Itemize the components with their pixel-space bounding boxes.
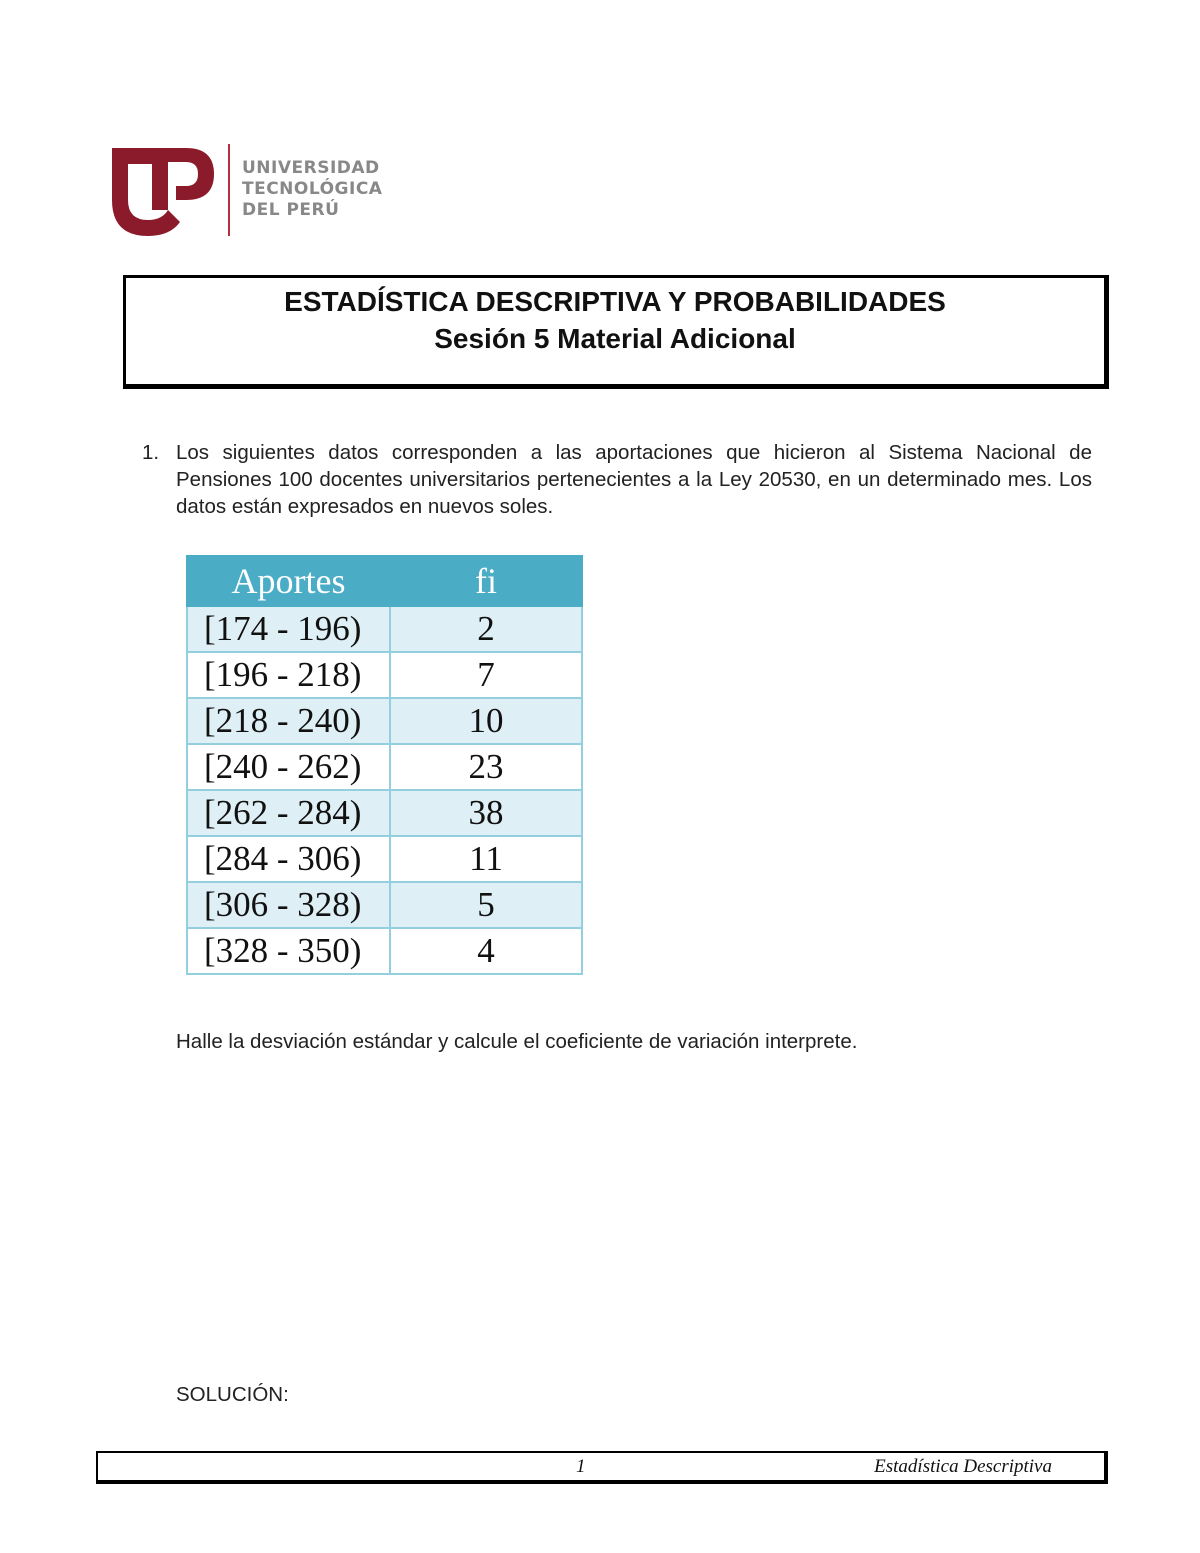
table-row [187, 652, 582, 698]
utp-logo-mark-icon [108, 142, 218, 240]
question-text: Halle la desviación estándar y calcule el coeficiente de variación interprete. [176, 1030, 858, 1053]
problem-statement [142, 439, 1092, 520]
table-header-row [187, 556, 582, 606]
interval-cell: [240 - 262) [187, 744, 390, 790]
interval-cell: [218 - 240) [187, 698, 390, 744]
problem-text: Los siguientes datos corresponden a las aportaciones que hicieron al Sistema Nacional de Pensiones 100 docentes universitarios pertenecientes a la Ley 20530, en un determinado mes. Los datos están expresados en nuevos soles. [176, 441, 1092, 518]
problem-number: 1. [142, 441, 160, 464]
interval-cell: [196 - 218) [187, 652, 390, 698]
frequency-cell: 10 [390, 698, 582, 744]
table-row [187, 882, 582, 928]
interval-cell: [306 - 328) [187, 882, 390, 928]
table-row [187, 836, 582, 882]
frequency-cell: 5 [390, 882, 582, 928]
table-row [187, 744, 582, 790]
frequency-cell: 7 [390, 652, 582, 698]
interval-cell: [284 - 306) [187, 836, 390, 882]
interval-cell: [328 - 350) [187, 928, 390, 974]
logo-line-1: UNIVERSIDAD [242, 158, 380, 178]
table-row [187, 790, 582, 836]
logo-divider [228, 144, 230, 236]
frequency-cell: 23 [390, 744, 582, 790]
page-number: 1 [576, 1456, 586, 1477]
table-row [187, 928, 582, 974]
frequency-cell: 4 [390, 928, 582, 974]
logo-wordmark [242, 158, 382, 221]
utp-logo [108, 142, 398, 240]
footer-course-name: Estadística Descriptiva [874, 1456, 1052, 1477]
frequency-cell: 38 [390, 790, 582, 836]
frequency-cell: 2 [390, 606, 582, 652]
interval-cell: [174 - 196) [187, 606, 390, 652]
table-row [187, 698, 582, 744]
title-box [123, 275, 1109, 389]
table-row [187, 606, 582, 652]
interval-cell: [262 - 284) [187, 790, 390, 836]
session-subtitle: Sesión 5 Material Adicional [434, 323, 796, 354]
page-footer [96, 1451, 1108, 1484]
logo-line-3: DEL PERÚ [242, 200, 340, 220]
header-aportes: Aportes [187, 556, 390, 606]
document-title: ESTADÍSTICA DESCRIPTIVA Y PROBABILIDADES [284, 286, 946, 317]
header-fi: fi [390, 556, 582, 606]
frequency-cell: 11 [390, 836, 582, 882]
logo-line-2: TECNOLÓGICA [242, 179, 383, 199]
solution-label: SOLUCIÓN: [176, 1383, 289, 1406]
frequency-table [186, 555, 583, 975]
